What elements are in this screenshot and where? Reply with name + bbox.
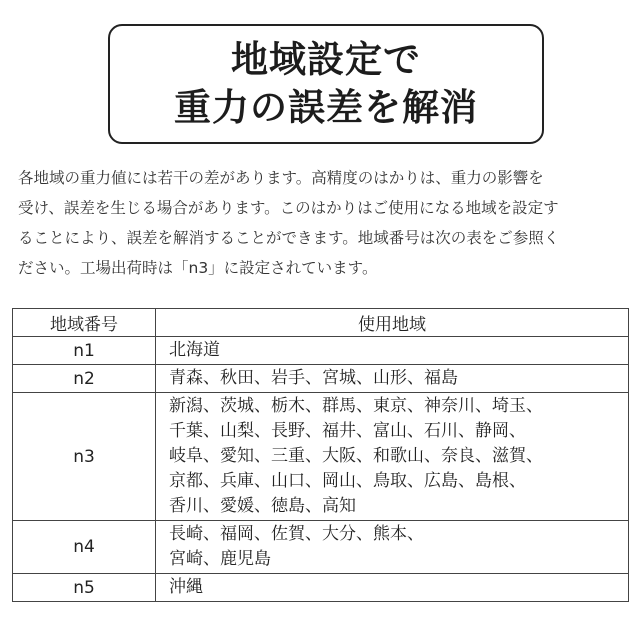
area-line: 京都、兵庫、山口、岡山、鳥取、広島、島根、 bbox=[169, 471, 526, 491]
table-row bbox=[13, 574, 629, 602]
description-line: 受け、誤差を生じる場合があります。このはかりはご使用になる地域を設定す bbox=[18, 199, 559, 217]
region-table bbox=[12, 308, 629, 602]
area-line: 青森、秋田、岩手、宮城、山形、福島 bbox=[169, 368, 458, 388]
areas-cell bbox=[156, 365, 629, 393]
title-line-1: 地域設定で bbox=[231, 38, 421, 81]
description-line: ることにより、誤差を解消することができます。地域番号は次の表をご参照く bbox=[18, 229, 560, 247]
description-line: 各地域の重力値には若干の差があります。高精度のはかりは、重力の影響を bbox=[18, 169, 544, 187]
areas-cell bbox=[156, 337, 629, 365]
table-row bbox=[13, 365, 629, 393]
region-code-cell: n4 bbox=[13, 521, 156, 574]
table-header-row bbox=[13, 309, 629, 337]
description-paragraph bbox=[18, 163, 624, 283]
area-line: 千葉、山梨、長野、福井、富山、石川、静岡、 bbox=[169, 421, 526, 441]
region-code-cell: n3 bbox=[13, 393, 156, 521]
area-line: 北海道 bbox=[169, 340, 220, 360]
title-line-2: 重力の誤差を解消 bbox=[174, 86, 478, 129]
area-line: 香川、愛媛、徳島、高知 bbox=[169, 496, 356, 516]
areas-cell bbox=[156, 521, 629, 574]
region-code-cell: n2 bbox=[13, 365, 156, 393]
area-line: 岐阜、愛知、三重、大阪、和歌山、奈良、滋賀、 bbox=[169, 446, 543, 466]
region-code-cell: n1 bbox=[13, 337, 156, 365]
area-line: 長崎、福岡、佐賀、大分、熊本、 bbox=[169, 524, 424, 544]
title-box bbox=[108, 24, 544, 144]
area-line: 宮崎、鹿児島 bbox=[169, 549, 271, 569]
table-row bbox=[13, 337, 629, 365]
areas-cell bbox=[156, 574, 629, 602]
area-line: 沖縄 bbox=[169, 577, 203, 597]
description-line: ださい。工場出荷時は「n3」に設定されています。 bbox=[18, 259, 378, 277]
table-row bbox=[13, 393, 629, 521]
area-line: 新潟、茨城、栃木、群馬、東京、神奈川、埼玉、 bbox=[169, 396, 543, 416]
table-row bbox=[13, 521, 629, 574]
header-areas: 使用地域 bbox=[156, 309, 629, 337]
areas-cell bbox=[156, 393, 629, 521]
region-code-cell: n5 bbox=[13, 574, 156, 602]
header-region-code: 地域番号 bbox=[13, 309, 156, 337]
